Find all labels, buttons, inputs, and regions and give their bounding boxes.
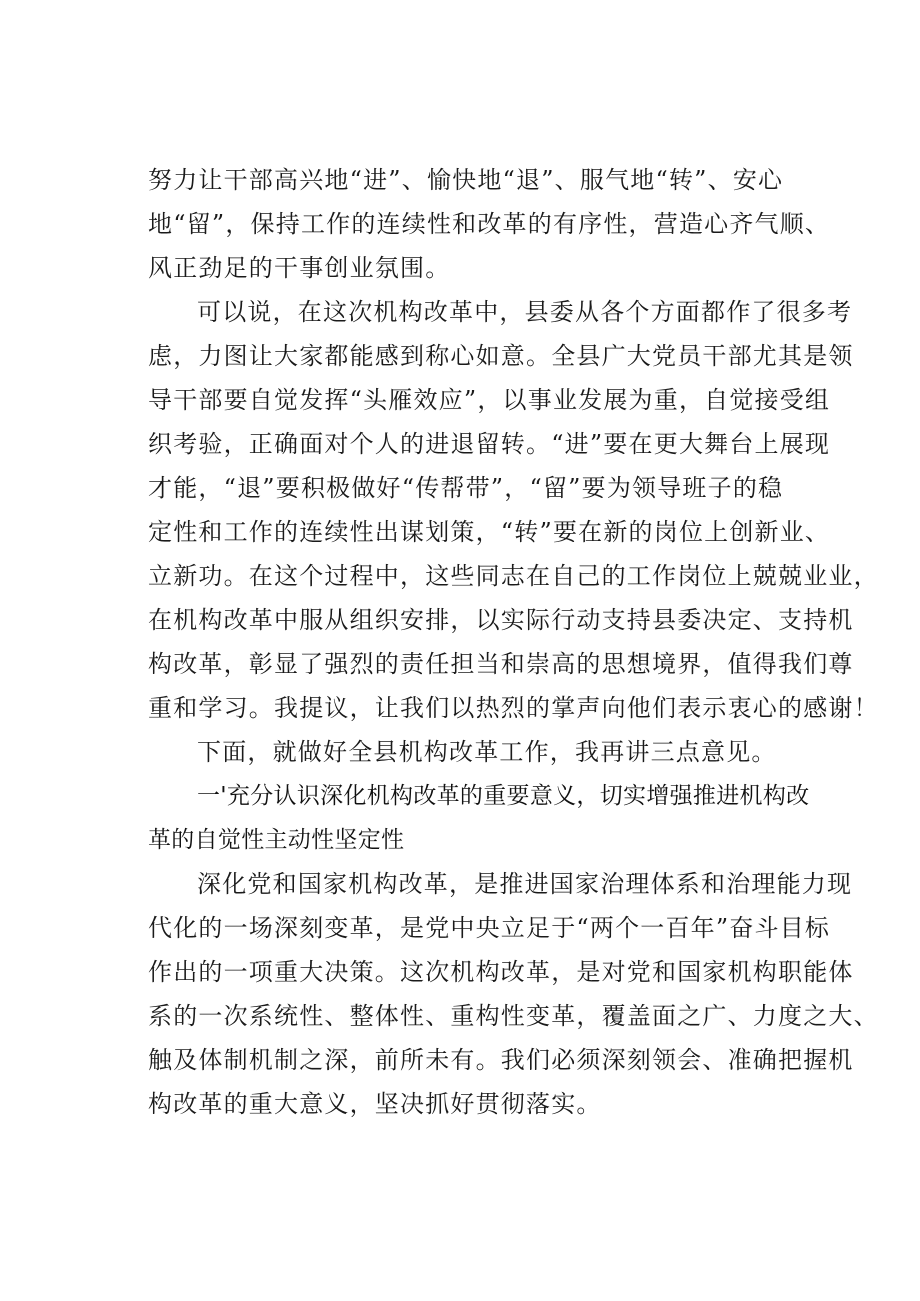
text-line: 重和学习。我提议，让我们以热烈的掌声向他们表示衷心的感谢！ <box>148 694 879 722</box>
text-line: 代化的一场深刻变革，是党中央立足于“两个一百年”奋斗目标 <box>148 914 831 942</box>
text-line: 导干部要自觉发挥“头雁效应”，以事业发展为重，自觉接受组 <box>148 386 831 414</box>
text-line: 构改革，彰显了强烈的责任担当和崇高的思想境界，值得我们尊 <box>148 650 854 678</box>
text-line: 立新功。在这个过程中，这些同志在自己的工作岗位上兢兢业业， <box>148 562 879 590</box>
text-line: 系的一次系统性、整体性、重构性变革，覆盖面之广、力度之大、 <box>148 1002 879 1030</box>
text-line: 风正劲足的干事创业氛围。 <box>148 254 451 282</box>
text-line: 构改革的重大意义，坚决抓好贯彻落实。 <box>148 1090 602 1118</box>
heading-line: 一'充分认识深化机构改革的重要意义，切实增强推进机构改 <box>197 783 810 809</box>
text-line: 才能，“退”要积极做好“传帮带”，“留”要为领导班子的稳 <box>148 474 784 502</box>
text-line: 虑，力图让大家都能感到称心如意。全县广大党员干部尤其是领 <box>148 342 854 370</box>
text-line: 努力让干部高兴地“进”、愉快地“退”、服气地“转”、安心 <box>148 166 784 194</box>
heading-line: 革的自觉性主动性坚定性 <box>148 827 405 853</box>
text-line: 地“留”，保持工作的连续性和改革的有序性，营造心齐气顺、 <box>148 210 831 238</box>
text-line: 定性和工作的连续性出谋划策，“转”要在新的岗位上创新业、 <box>148 518 831 546</box>
text-line: 织考验，正确面对个人的进退留转。“进”要在更大舞台上展现 <box>148 430 831 458</box>
text-line: 触及体制机制之深，前所未有。我们必须深刻领会、准确把握机 <box>148 1046 854 1074</box>
text-line: 可以说，在这次机构改革中，县委从各个方面都作了很多考 <box>197 298 853 326</box>
text-line: 下面，就做好全县机构改革工作，我再讲三点意见。 <box>197 738 777 766</box>
text-line: 作出的一项重大决策。这次机构改革，是对党和国家机构职能体 <box>148 958 854 986</box>
text-line: 在机构改革中服从组织安排，以实际行动支持县委决定、支持机 <box>148 606 854 634</box>
text-line: 深化党和国家机构改革，是推进国家治理体系和治理能力现 <box>197 870 853 898</box>
